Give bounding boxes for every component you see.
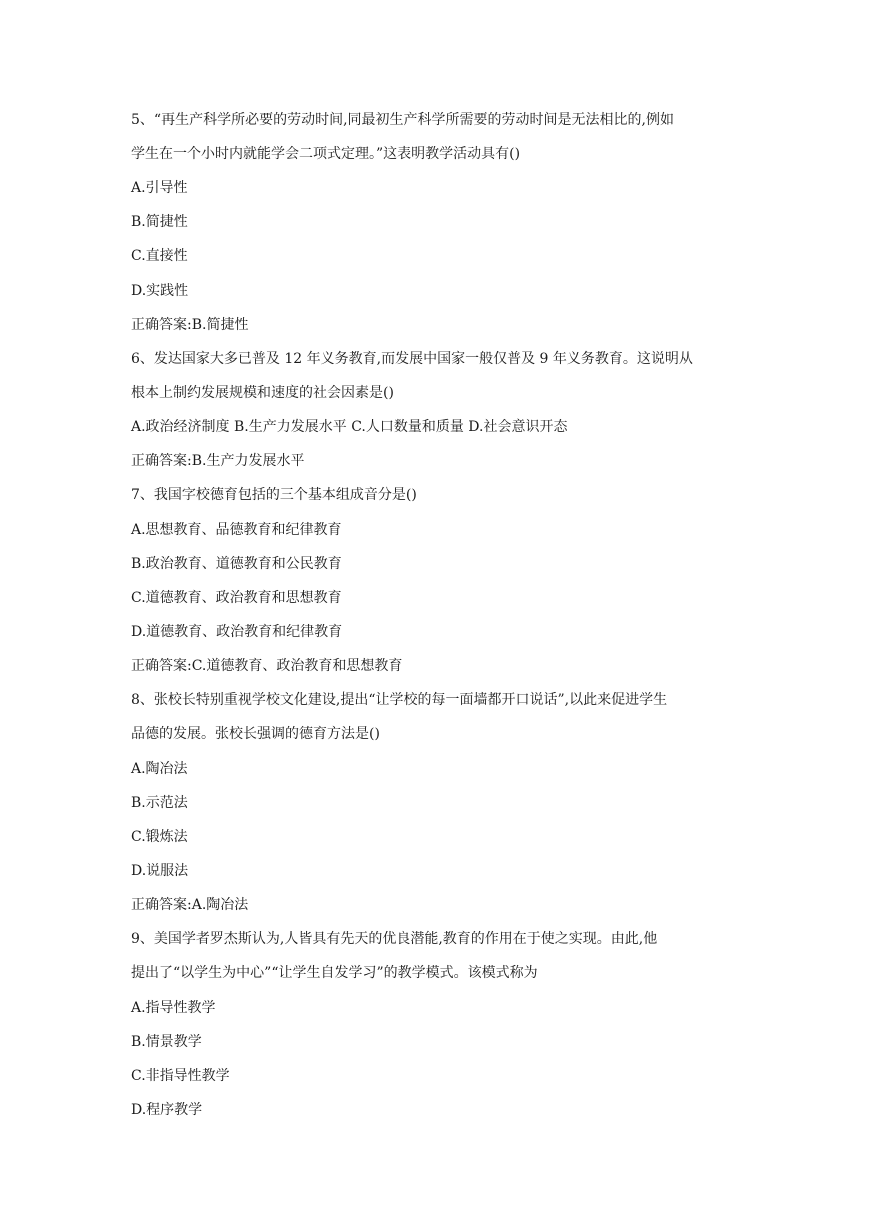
q6-stem-line-1: 6、发达国家大多已普及 12 年义务教育,而发展中国家一般仅普及 9 年义务教育。这说明从 [131, 351, 693, 367]
q6-answer: 正确答案:B.生产力发展水平 [131, 453, 305, 469]
q7-option-b: B.政治教育、道德教育和公民教育 [131, 556, 342, 572]
q5-option-c: C.直接性 [131, 248, 188, 264]
q7-stem: 7、我国字校德育包括的三个基本组成音分是() [131, 487, 417, 503]
q7-option-c: C.道德教育、政治教育和思想教育 [131, 590, 342, 606]
q6-stem-line-2: 根本上制约发展规模和速度的社会因素是() [131, 385, 394, 401]
q7-option-a: A.思想教育、品德教育和纪律教育 [131, 522, 342, 538]
q5-option-d: D.实践性 [131, 283, 189, 299]
q7-option-d: D.道德教育、政治教育和纪律教育 [131, 624, 343, 640]
q8-option-c: C.锻炼法 [131, 829, 188, 845]
q9-option-b: B.情景教学 [131, 1034, 202, 1050]
q6-options: A.政治经济制度 B.生产力发展水平 C.人口数量和质量 D.社会意识开态 [131, 419, 568, 435]
q9-stem-line-1: 9、美国学者罗杰斯认为,人皆具有先天的优良潜能,教育的作用在于使之实现。由此,他 [131, 931, 658, 947]
q5-answer: 正确答案:B.简捷性 [131, 317, 249, 333]
q5-stem-line-1: 5、“再生产科学所必要的劳动时间,同最初生产科学所需要的劳动时间是无法相比的,例如 [131, 112, 674, 128]
q5-option-b: B.简捷性 [131, 214, 188, 230]
q8-stem-line-2: 品德的发展。张校长强调的德育方法是() [131, 726, 380, 742]
q5-stem-line-2: 学生在一个小时内就能学会二项式定理。”这表明教学活动具有() [131, 146, 521, 162]
q8-answer: 正确答案:A.陶冶法 [131, 897, 249, 913]
q8-option-a: A.陶冶法 [131, 761, 188, 777]
q9-option-a: A.指导性教学 [131, 1000, 216, 1016]
q9-option-d: D.程序教学 [131, 1102, 203, 1118]
q7-answer: 正确答案:C.道德教育、政治教育和思想教育 [131, 658, 403, 674]
q9-option-c: C.非指导性教学 [131, 1068, 230, 1084]
q9-stem-line-2: 提出了“以学生为中心”“让学生自发学习”的教学模式。该模式称为 [131, 965, 538, 981]
q8-stem-line-1: 8、张校长特别重视学校文化建设,提出“让学校的每一面墙都开口说话”,以此来促进学生 [131, 692, 668, 708]
q5-option-a: A.引导性 [131, 180, 188, 196]
q8-option-d: D.说服法 [131, 863, 189, 879]
q8-option-b: B.示范法 [131, 795, 188, 811]
